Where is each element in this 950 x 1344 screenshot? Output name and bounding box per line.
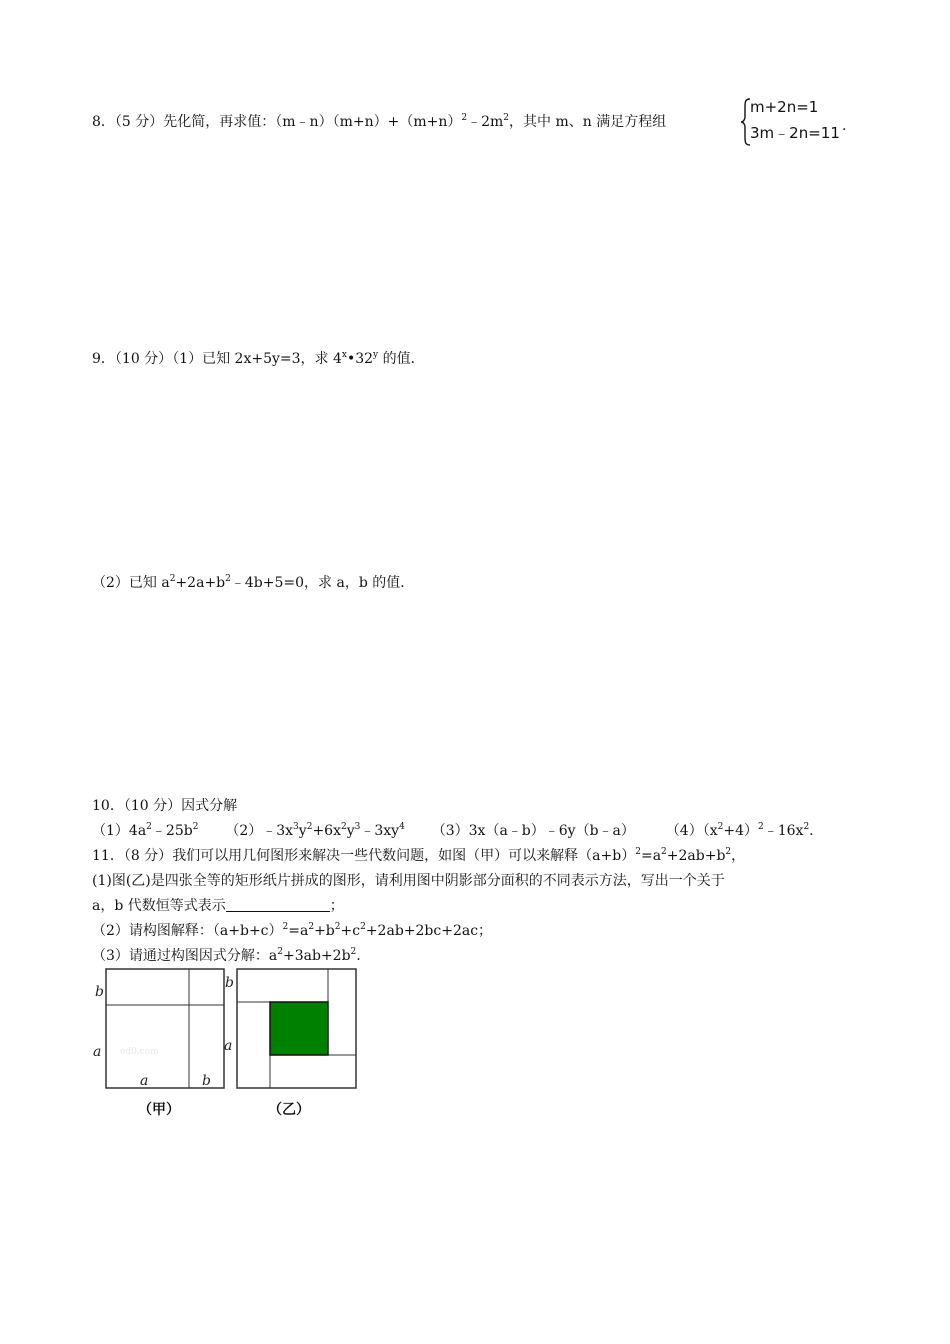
question-score: （10 分）: [123, 798, 182, 814]
figure-yi-caption: （乙）: [268, 1102, 310, 1118]
outer-square: [106, 969, 224, 1088]
side-label-a: a: [93, 1044, 102, 1060]
answer-blank[interactable]: [226, 897, 330, 912]
equation-system: [740, 98, 848, 142]
figure-yi: [220, 966, 362, 1092]
question-10-title: 10．（10 分）因式分解: [92, 798, 238, 814]
bottom-label-b: b: [202, 1073, 211, 1089]
figure-jia: [90, 966, 233, 1092]
side-label-a: a: [224, 1038, 233, 1054]
question-11-part-2: （2）请构图解释：$(a+b+c)^2=a^2+b^2+c^2+2ab+2bc+2ac$；: [92, 922, 493, 939]
question-9-part-1: 9．（10 分）（1）已知 2x+5y=3，求 4$^x$•32$^y$ 的值．: [92, 350, 425, 367]
system-equation-1: m+2n=1: [750, 98, 819, 116]
question-number: 8．: [92, 114, 115, 130]
system-equation-2: 3m﹣2n=11: [750, 124, 840, 142]
q10-part-1: $(1)4a^2﹣25b^2$: [92, 822, 199, 839]
question-score: （8 分）: [123, 848, 173, 864]
question-number: 9．: [92, 351, 115, 367]
watermark: ed0.com: [120, 1047, 159, 1057]
shaded-square: [270, 1002, 328, 1055]
q8-period: .: [842, 118, 847, 134]
side-label-b: b: [225, 975, 234, 991]
side-label-b: b: [95, 984, 104, 1000]
q10-part-3: （3）3x（a﹣b）﹣6y（b﹣a）: [431, 823, 635, 839]
question-11-part-1-line-1: (1)图(乙)是四张全等的矩形纸片拼成的图形，请利用图中阴影部分面积的不同表示方法，写出一个关于: [92, 873, 725, 889]
question-score: （10 分）: [114, 351, 173, 367]
question-number: 11．: [92, 848, 124, 864]
question-8: 8．（5 分）先化简，再求值：$(m﹣n)(m+n)+(m+n)^2﹣2m^2$，其中 m、n 满足方程组: [92, 113, 667, 130]
q10-part-2: $(2)﹣3x^3y^2+6x^2y^3﹣3xy^4$: [225, 822, 405, 839]
question-score: （5 分）: [114, 114, 164, 130]
question-11-part-3: （3）请通过构图因式分解：$a^2+3ab+2b^2$.: [92, 947, 361, 964]
question-11-intro: 11．（8 分）我们可以用几何图形来解决一些代数问题，如图（甲）可以来解释$(a+b)^2=a^2+2ab+b^2$，: [92, 847, 746, 864]
question-11-part-1-line-2: a，b 代数恒等式表示 ；: [92, 898, 344, 914]
bottom-label-a: a: [140, 1073, 149, 1089]
question-number: 10．: [92, 798, 124, 814]
figure-jia-caption: （甲）: [138, 1102, 180, 1118]
question-10-parts: [92, 821, 814, 841]
q10-part-4: $(4)(x^2+4)^2﹣16x^2$.: [665, 822, 814, 839]
question-9-part-2: （2）已知 $a^2+2a+b^2﹣4b+5=0$，求 a，b 的值．: [92, 574, 415, 591]
